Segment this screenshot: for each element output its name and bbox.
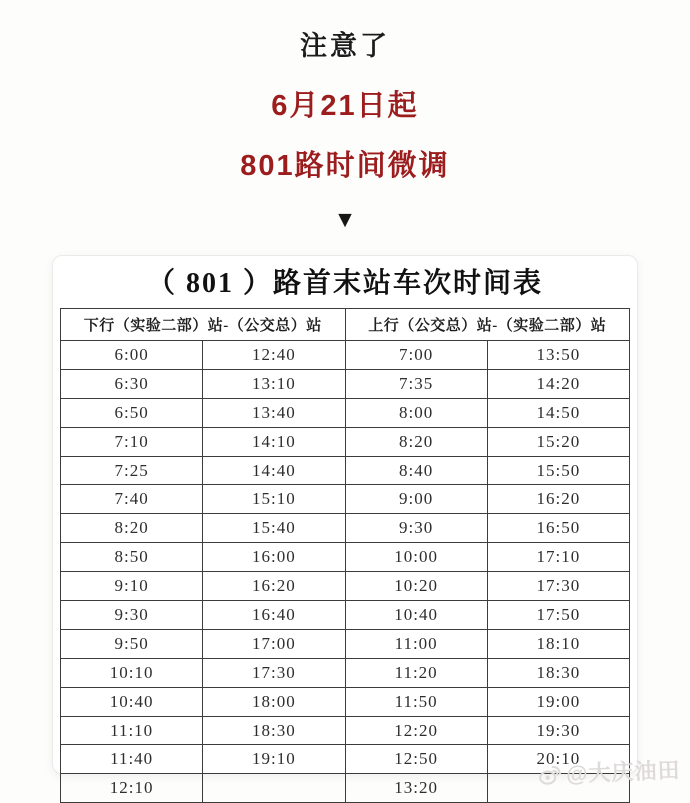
schedule-cell: 10:10 [61, 658, 203, 687]
schedule-cell: 8:40 [345, 456, 487, 485]
schedule-cell: 14:20 [487, 369, 629, 398]
table-row [61, 485, 630, 514]
schedule-cell: 6:50 [61, 398, 203, 427]
effective-date: 6月21日起 [271, 90, 419, 122]
timetable-header-row [61, 309, 630, 341]
schedule-cell: 11:50 [345, 687, 487, 716]
schedule-cell: 16:20 [487, 485, 629, 514]
schedule-cell: 18:10 [487, 629, 629, 658]
upbound-header: 上行（公交总）站-（实验二部）站 [345, 309, 630, 341]
table-row [61, 658, 630, 687]
table-row [61, 572, 630, 601]
schedule-cell: 13:40 [203, 398, 345, 427]
schedule-cell: 10:40 [61, 687, 203, 716]
schedule-cell: 18:30 [487, 658, 629, 687]
table-row [61, 543, 630, 572]
schedule-cell: 7:35 [345, 369, 487, 398]
timetable [60, 308, 630, 803]
schedule-cell: 17:50 [487, 601, 629, 630]
schedule-cell: 7:10 [61, 427, 203, 456]
schedule-cell: 9:00 [345, 485, 487, 514]
schedule-cell: 16:50 [487, 514, 629, 543]
schedule-cell: 12:40 [203, 341, 345, 370]
table-row [61, 514, 630, 543]
schedule-cell: 13:20 [345, 774, 487, 803]
schedule-cell: 14:10 [203, 427, 345, 456]
schedule-cell [203, 774, 345, 803]
schedule-cell: 13:50 [487, 341, 629, 370]
table-row [61, 398, 630, 427]
table-row [61, 629, 630, 658]
schedule-cell: 20:10 [487, 745, 629, 774]
table-row [61, 341, 630, 370]
schedule-cell: 6:30 [61, 369, 203, 398]
schedule-cell: 11:40 [61, 745, 203, 774]
schedule-cell: 6:00 [61, 341, 203, 370]
schedule-cell: 12:20 [345, 716, 487, 745]
watermark [536, 754, 680, 790]
schedule-cell: 10:20 [345, 572, 487, 601]
schedule-cell: 16:00 [203, 543, 345, 572]
schedule-cell: 12:50 [345, 745, 487, 774]
schedule-cell: 7:40 [61, 485, 203, 514]
schedule-cell: 8:20 [345, 427, 487, 456]
announcement-header [0, 0, 690, 231]
schedule-cell: 7:25 [61, 456, 203, 485]
schedule-cell: 9:30 [345, 514, 487, 543]
schedule-cell: 18:00 [203, 687, 345, 716]
table-row [61, 427, 630, 456]
schedule-cell: 8:20 [61, 514, 203, 543]
schedule-cell: 19:00 [487, 687, 629, 716]
schedule-cell: 9:30 [61, 601, 203, 630]
weibo-icon [536, 760, 563, 787]
schedule-cell: 15:40 [203, 514, 345, 543]
schedule-cell: 12:10 [61, 774, 203, 803]
schedule-cell: 9:50 [61, 629, 203, 658]
watermark-handle: @大庆油田 [565, 757, 681, 787]
schedule-cell: 15:20 [487, 427, 629, 456]
schedule-cell: 8:50 [61, 543, 203, 572]
schedule-cell: 16:40 [203, 601, 345, 630]
schedule-cell: 14:50 [487, 398, 629, 427]
schedule-cell: 10:00 [345, 543, 487, 572]
schedule-cell: 11:10 [61, 716, 203, 745]
downbound-header: 下行（实验二部）站-（公交总）站 [61, 309, 346, 341]
headline: 注意了 [300, 31, 390, 61]
schedule-cell: 15:10 [203, 485, 345, 514]
table-row [61, 687, 630, 716]
schedule-cell: 17:30 [487, 572, 629, 601]
route-change-note: 801路时间微调 [240, 150, 450, 182]
table-row [61, 716, 630, 745]
schedule-cell: 13:10 [203, 369, 345, 398]
schedule-cell: 10:40 [345, 601, 487, 630]
table-row [61, 369, 630, 398]
schedule-cell: 9:10 [61, 572, 203, 601]
table-row [61, 456, 630, 485]
schedule-cell: 19:30 [487, 716, 629, 745]
schedule-cell: 7:00 [345, 341, 487, 370]
schedule-cell: 11:00 [345, 629, 487, 658]
table-row [61, 601, 630, 630]
schedule-cell: 16:20 [203, 572, 345, 601]
timetable-title: （ 801 ）路首末站车次时间表 [146, 268, 543, 299]
schedule-cell: 11:20 [345, 658, 487, 687]
schedule-cell: 17:10 [487, 543, 629, 572]
schedule-cell: 17:30 [203, 658, 345, 687]
schedule-cell: 8:00 [345, 398, 487, 427]
schedule-cell: 18:30 [203, 716, 345, 745]
schedule-cell: 14:40 [203, 456, 345, 485]
down-arrow-icon: ▼ [333, 206, 357, 232]
schedule-cell: 17:00 [203, 629, 345, 658]
schedule-cell: 19:10 [203, 745, 345, 774]
schedule-cell: 15:50 [487, 456, 629, 485]
